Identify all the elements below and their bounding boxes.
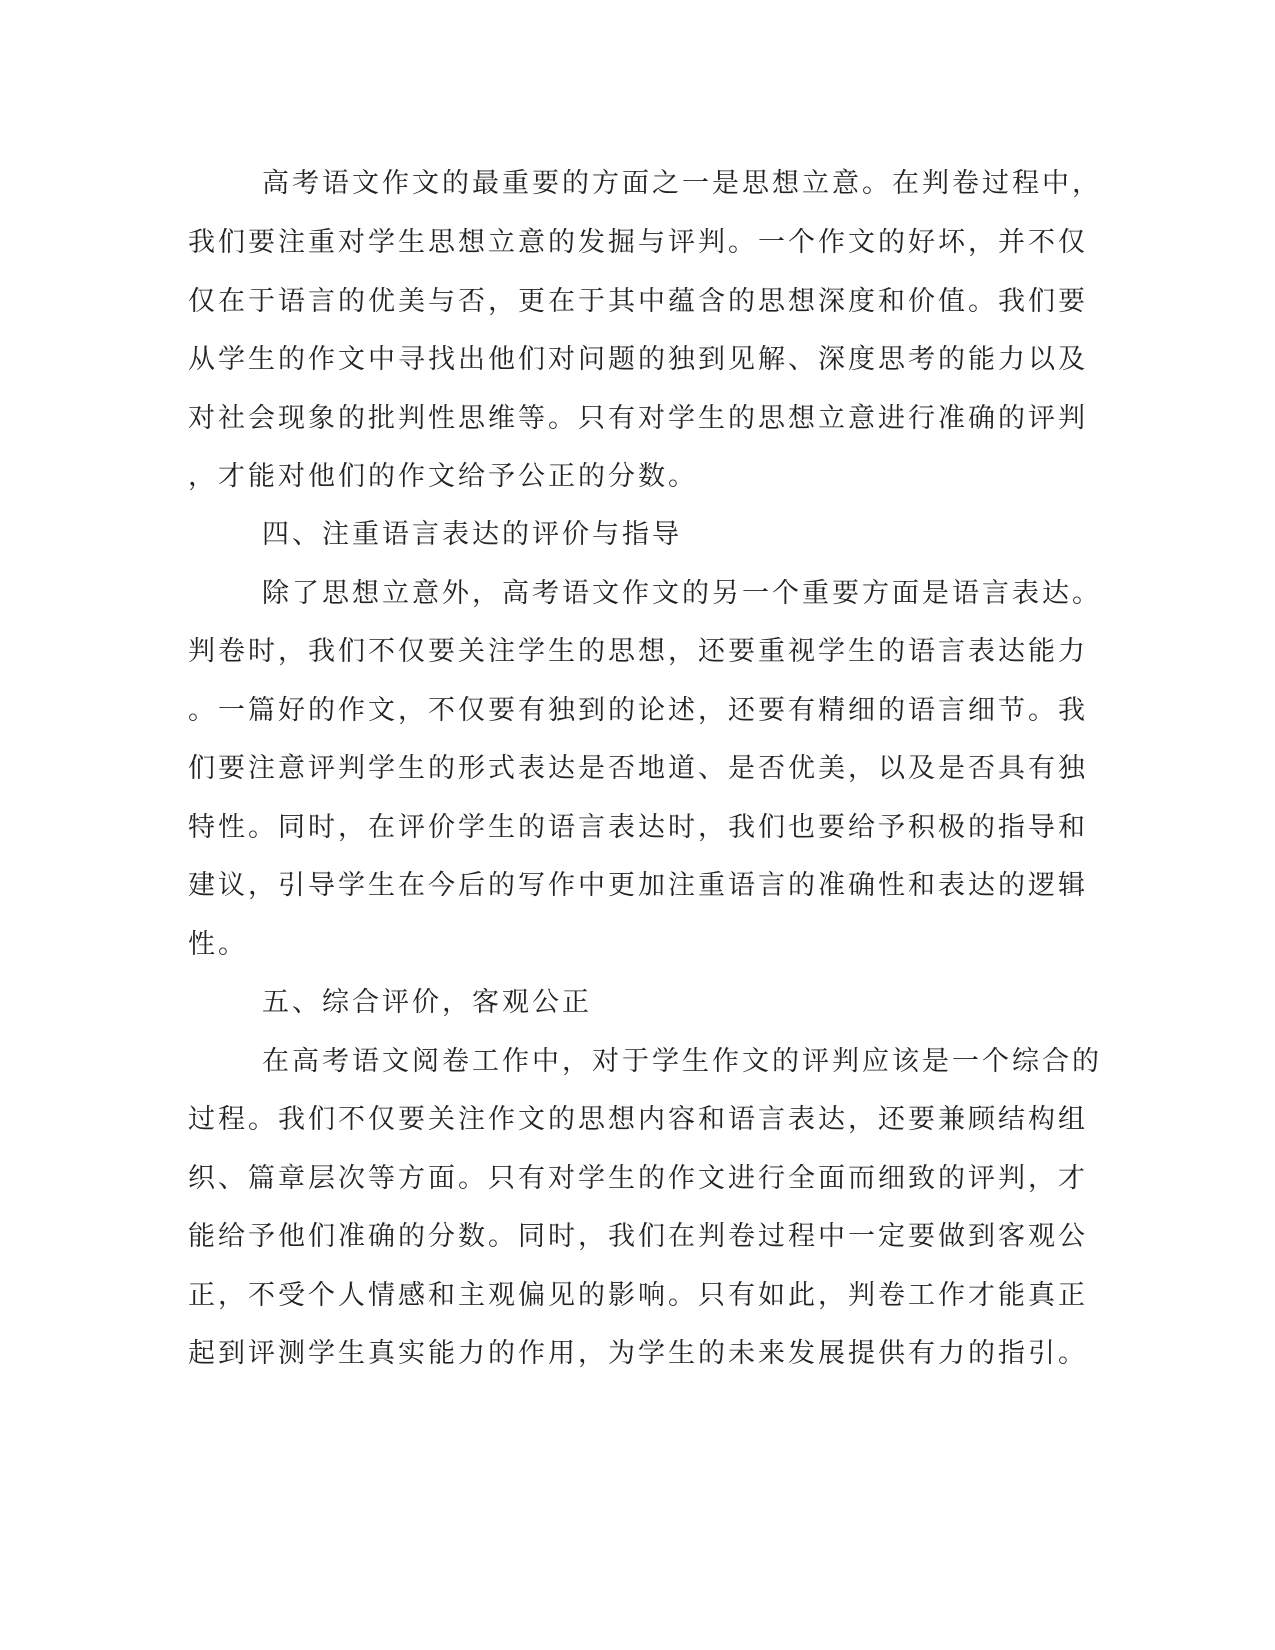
paragraph-line: 除了思想立意外，高考语文作文的另一个重要方面是语言表达。 bbox=[262, 578, 1102, 609]
paragraph-line: 在高考语文阅卷工作中，对于学生作文的评判应该是一个综合的 bbox=[262, 1046, 1102, 1077]
paragraph-line: 判卷时，我们不仅要关注学生的思想，还要重视学生的语言表达能力 bbox=[188, 636, 1088, 667]
paragraph-line: 特性。同时，在评价学生的语言表达时，我们也要给予积极的指导和 bbox=[188, 812, 1088, 843]
paragraph-line: ，才能对他们的作文给予公正的分数。 bbox=[188, 461, 698, 492]
paragraph-line: 。一篇好的作文，不仅要有独到的论述，还要有精细的语言细节。我 bbox=[188, 695, 1088, 726]
paragraph-line: 织、篇章层次等方面。只有对学生的作文进行全面而细致的评判，才 bbox=[188, 1163, 1088, 1194]
paragraph-line: 过程。我们不仅要关注作文的思想内容和语言表达，还要兼顾结构组 bbox=[188, 1104, 1088, 1135]
paragraph-line: 们要注意评判学生的形式表达是否地道、是否优美，以及是否具有独 bbox=[188, 753, 1088, 784]
section-heading: 五、综合评价，客观公正 bbox=[262, 987, 592, 1018]
paragraph-line: 建议，引导学生在今后的写作中更加注重语言的准确性和表达的逻辑 bbox=[188, 870, 1088, 901]
paragraph-line: 对社会现象的批判性思维等。只有对学生的思想立意进行准确的评判 bbox=[188, 403, 1088, 434]
paragraph-line: 正，不受个人情感和主观偏见的影响。只有如此，判卷工作才能真正 bbox=[188, 1280, 1088, 1311]
paragraph-line: 高考语文作文的最重要的方面之一是思想立意。在判卷过程中， bbox=[262, 168, 1102, 199]
section-heading: 四、注重语言表达的评价与指导 bbox=[262, 519, 682, 550]
paragraph-line: 能给予他们准确的分数。同时，我们在判卷过程中一定要做到客观公 bbox=[188, 1221, 1088, 1252]
paragraph-line: 性。 bbox=[188, 929, 248, 960]
paragraph-line: 我们要注重对学生思想立意的发掘与评判。一个作文的好坏，并不仅 bbox=[188, 227, 1088, 258]
paragraph-line: 从学生的作文中寻找出他们对问题的独到见解、深度思考的能力以及 bbox=[188, 344, 1088, 375]
paragraph-line: 起到评测学生真实能力的作用，为学生的未来发展提供有力的指引。 bbox=[188, 1338, 1088, 1369]
paragraph-line: 仅在于语言的优美与否，更在于其中蕴含的思想深度和价值。我们要 bbox=[188, 286, 1088, 317]
